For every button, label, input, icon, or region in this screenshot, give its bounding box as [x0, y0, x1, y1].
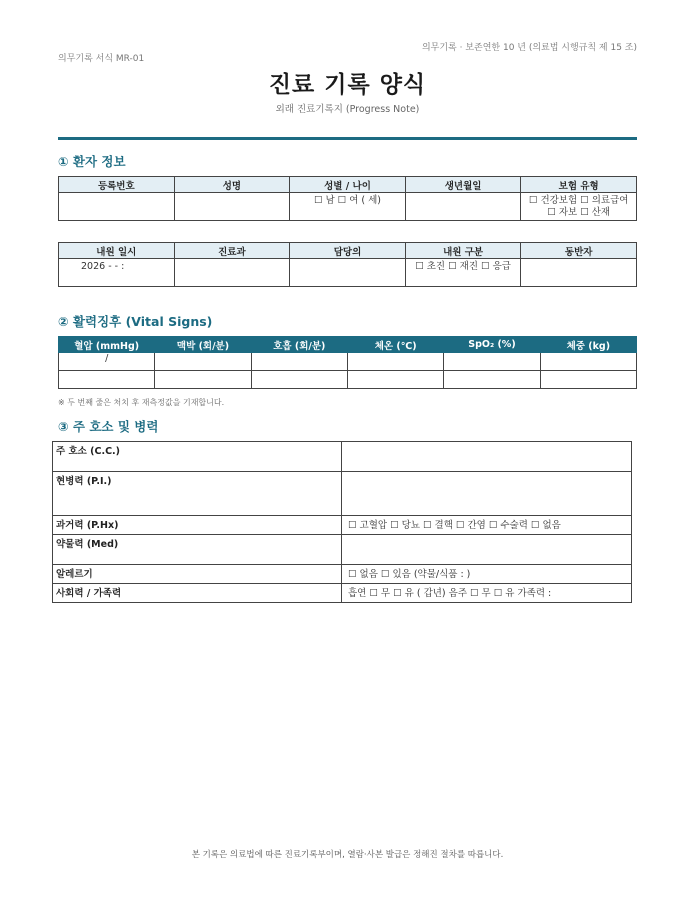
- chief-complaint-label: 주 호소 (C.C.): [53, 442, 342, 472]
- pulse-field[interactable]: [155, 353, 251, 371]
- temp-recheck-field[interactable]: [347, 371, 443, 389]
- resp-recheck-field[interactable]: [251, 371, 347, 389]
- present-illness-field[interactable]: [342, 472, 632, 516]
- resp-field[interactable]: [251, 353, 347, 371]
- col-header-companion: 동반자: [521, 243, 637, 259]
- visit-datetime-field[interactable]: 2026 - - :: [59, 259, 175, 287]
- vitals-row-initial: [59, 353, 637, 371]
- col-header-reg-no: 등록번호: [59, 177, 175, 193]
- insurance-field[interactable]: ☐ 건강보험 ☐ 의료급여 ☐ 자보 ☐ 산재: [521, 193, 637, 221]
- spo2-field[interactable]: [444, 353, 540, 371]
- allergy-field[interactable]: ☐ 없음 ☐ 있음 (약물/식품 : ): [342, 565, 632, 584]
- col-header-physician: 담당의: [290, 243, 406, 259]
- col-header-bp: 혈압 (mmHg): [59, 337, 155, 353]
- dob-field[interactable]: [405, 193, 521, 221]
- medication-field[interactable]: [342, 535, 632, 565]
- vitals-note: ※ 두 번째 줄은 처치 후 재측정값을 기재합니다.: [58, 398, 225, 407]
- chief-complaint-field[interactable]: [342, 442, 632, 472]
- section-patient-info-title: ① 환자 정보: [58, 154, 126, 169]
- col-header-dob: 생년월일: [405, 177, 521, 193]
- visit-info-table: [58, 242, 637, 287]
- col-header-resp: 호흡 (회/분): [251, 337, 347, 353]
- document-subtitle: 외래 진료기록지 (Progress Note): [275, 104, 420, 115]
- present-illness-label: 현병력 (P.I.): [53, 472, 342, 516]
- document-title: 진료 기록 양식: [268, 72, 427, 98]
- reg-no-field[interactable]: [59, 193, 175, 221]
- patient-info-table: [58, 176, 637, 221]
- col-header-insurance: 보험 유형: [521, 177, 637, 193]
- pulse-recheck-field[interactable]: [155, 371, 251, 389]
- col-header-weight: 체중 (kg): [540, 337, 636, 353]
- vitals-row-recheck: [59, 371, 637, 389]
- legal-footer: 본 기록은 의료법에 따른 진료기록부이며, 열람·사본 발급은 정해진 절차를 따릅니다.: [191, 850, 504, 860]
- form-code: 의무기록 서식 MR-01: [58, 54, 145, 64]
- vitals-table: [58, 336, 637, 389]
- past-history-field[interactable]: ☐ 고혈압 ☐ 당뇨 ☐ 결핵 ☐ 간염 ☐ 수술력 ☐ 없음: [342, 516, 632, 535]
- weight-recheck-field[interactable]: [540, 371, 636, 389]
- companion-field[interactable]: [521, 259, 637, 287]
- col-header-department: 진료과: [174, 243, 290, 259]
- col-header-pulse: 맥박 (회/분): [155, 337, 251, 353]
- col-header-name: 성명: [174, 177, 290, 193]
- social-family-history-field[interactable]: 흡연 ☐ 무 ☐ 유 ( 갑년) 음주 ☐ 무 ☐ 유 가족력 :: [342, 584, 632, 603]
- col-header-spo2: SpO₂ (%): [444, 337, 540, 353]
- col-header-sex-age: 성별 / 나이: [290, 177, 406, 193]
- sex-age-field[interactable]: ☐ 남 ☐ 여 ( 세): [290, 193, 406, 221]
- bp-recheck-field[interactable]: [59, 371, 155, 389]
- title-divider: [58, 137, 637, 140]
- section-history-title: ③ 주 호소 및 병력: [58, 419, 159, 434]
- col-header-visit-datetime: 내원 일시: [59, 243, 175, 259]
- bp-field[interactable]: /: [59, 353, 155, 371]
- past-history-label: 과거력 (P.Hx): [53, 516, 342, 535]
- history-table: [52, 441, 632, 603]
- medication-label: 약물력 (Med): [53, 535, 342, 565]
- spo2-recheck-field[interactable]: [444, 371, 540, 389]
- department-field[interactable]: [174, 259, 290, 287]
- col-header-visit-type: 내원 구분: [405, 243, 521, 259]
- name-field[interactable]: [174, 193, 290, 221]
- physician-field[interactable]: [290, 259, 406, 287]
- social-family-history-label: 사회력 / 가족력: [53, 584, 342, 603]
- allergy-label: 알레르기: [53, 565, 342, 584]
- col-header-temp: 체온 (℃): [347, 337, 443, 353]
- section-vitals-title: ② 활력징후 (Vital Signs): [58, 314, 213, 329]
- visit-type-field[interactable]: ☐ 초진 ☐ 재진 ☐ 응급: [405, 259, 521, 287]
- weight-field[interactable]: [540, 353, 636, 371]
- temp-field[interactable]: [347, 353, 443, 371]
- retention-notice: 의무기록 · 보존연한 10 년 (의료법 시행규칙 제 15 조): [421, 43, 637, 53]
